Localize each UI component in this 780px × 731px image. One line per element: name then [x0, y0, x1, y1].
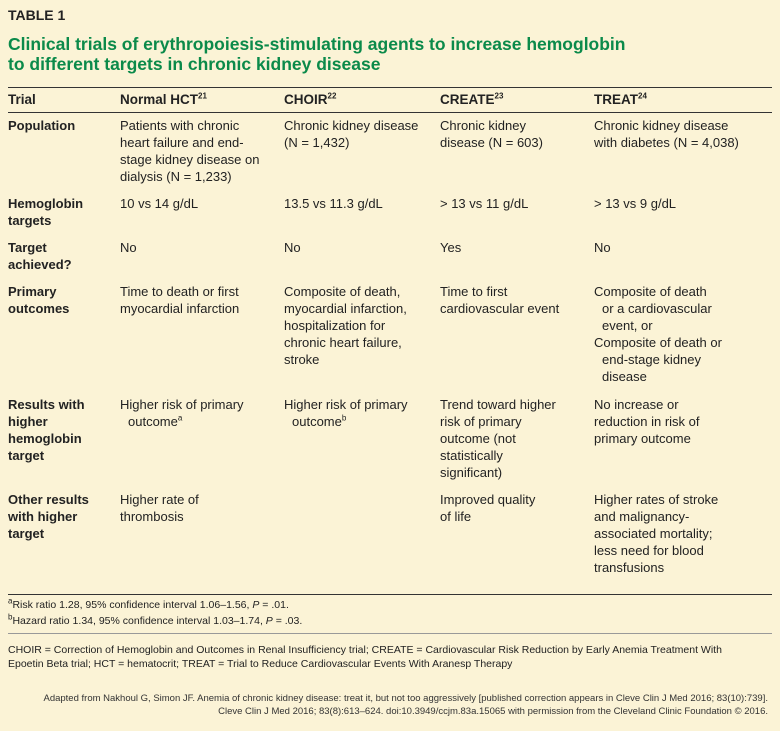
cell-achieved-treat: No [594, 240, 611, 255]
cell-population-normal-hct: Patients with chronic heart failure and end- stage kidney disease on dialysis (N = 1,233) [120, 118, 260, 184]
cell-outcomes-normal-hct: Time to death or first myocardial infarction [120, 284, 240, 316]
table-title [8, 34, 748, 74]
abbrev-rule [8, 633, 772, 634]
cell-hb-targets-choir: 13.5 vs 11.3 g/dL [284, 196, 383, 211]
cell-hb-targets-create: > 13 vs 11 g/dL [440, 196, 529, 211]
row-label-other-results: Other results with higher target [8, 492, 89, 541]
cell-population-create: Chronic kidney disease (N = 603) [440, 118, 543, 150]
source-credit: Adapted from Nakhoul G, Simon JF. Anemia of chronic kidney disease: treat it, but not too aggressively [published correction appears in Cleve Clin J Med 2016; 83(10):739]. Cleve Clin J Med 2016; 83(8):613–624. doi:10.3949/ccjm.83a.15065 with permission from the Cleveland Clinic Foundation © 2016. [43, 693, 768, 717]
cell-achieved-create: Yes [440, 240, 462, 255]
row-label-target-achieved: Target achieved? [8, 240, 72, 272]
cell-hb-targets-treat: > 13 vs 9 g/dL [594, 196, 677, 211]
header-top-rule [8, 87, 772, 88]
footnote-b: $^b$Hazard ratio 1.34, 95% confidence interval 1.03–1.74, P = .03. [8, 612, 303, 627]
cell-results-choir: Higher risk of primary outcome$^b$ [284, 397, 408, 429]
title-line-1: Clinical trials of erythropoiesis-stimulating agents to increase hemoglobin [8, 34, 626, 54]
row-label-results-higher: Results with higher hemoglobin target [8, 397, 85, 463]
abbreviations: CHOIR = Correction of Hemoglobin and Outcomes in Renal Insufficiency trial; CREATE = Cardiovascular Risk Reduction by Early Anemia Treatment With Epoetin Beta trial; HCT = hematocrit; TREAT = Trial to Reduce Cardiovascular Events With Aranesp Therapy [8, 644, 722, 670]
cell-results-normal-hct: Higher risk of primary outcome$^a$ [120, 397, 244, 429]
cell-population-choir: Chronic kidney disease (N = 1,432) [284, 118, 419, 150]
col-header-choir: CHOIR$^{22}$ [284, 91, 337, 107]
cell-outcomes-choir: Composite of death, myocardial infarction, hospitalization for chronic heart failure, stroke [284, 284, 407, 367]
cell-outcomes-create: Time to first cardiovascular event [440, 284, 560, 316]
col-header-trial: Trial [8, 92, 36, 107]
title-line-2: to different targets in chronic kidney disease [8, 54, 381, 74]
cell-other-normal-hct: Higher rate of thrombosis [120, 492, 199, 524]
table-label: TABLE 1 [8, 7, 66, 23]
cell-results-create: Trend toward higher risk of primary outcome (not statistically significant) [440, 397, 556, 480]
row-label-hemoglobin-targets: Hemoglobin targets [8, 196, 84, 228]
row-label-primary-outcomes: Primary outcomes [8, 284, 70, 316]
cell-achieved-normal-hct: No [120, 240, 137, 255]
cell-outcomes-treat: Composite of death or a cardiovascular event, or Composite of death or end-stage kidney disease [594, 284, 722, 384]
header-bottom-rule [8, 112, 772, 113]
footnote-a: $^a$Risk ratio 1.28, 95% confidence interval 1.06–1.56, P = .01. [8, 596, 289, 611]
col-header-create: CREATE$^{23}$ [440, 91, 504, 107]
cell-hb-targets-normal-hct: 10 vs 14 g/dL [120, 196, 199, 211]
col-header-normal-hct: Normal HCT$^{21}$ [120, 91, 207, 107]
cell-achieved-choir: No [284, 240, 301, 255]
row-label-population: Population [8, 118, 76, 133]
cell-other-treat: Higher rates of stroke and malignancy- associated mortality; less need for blood transfusions [594, 492, 719, 575]
cell-results-treat: No increase or reduction in risk of primary outcome [594, 397, 700, 446]
col-header-treat: TREAT$^{24}$ [594, 91, 647, 107]
cell-other-create: Improved quality of life [440, 492, 536, 524]
cell-population-treat: Chronic kidney disease with diabetes (N = 4,038) [594, 118, 739, 150]
table-bottom-rule [8, 594, 772, 595]
